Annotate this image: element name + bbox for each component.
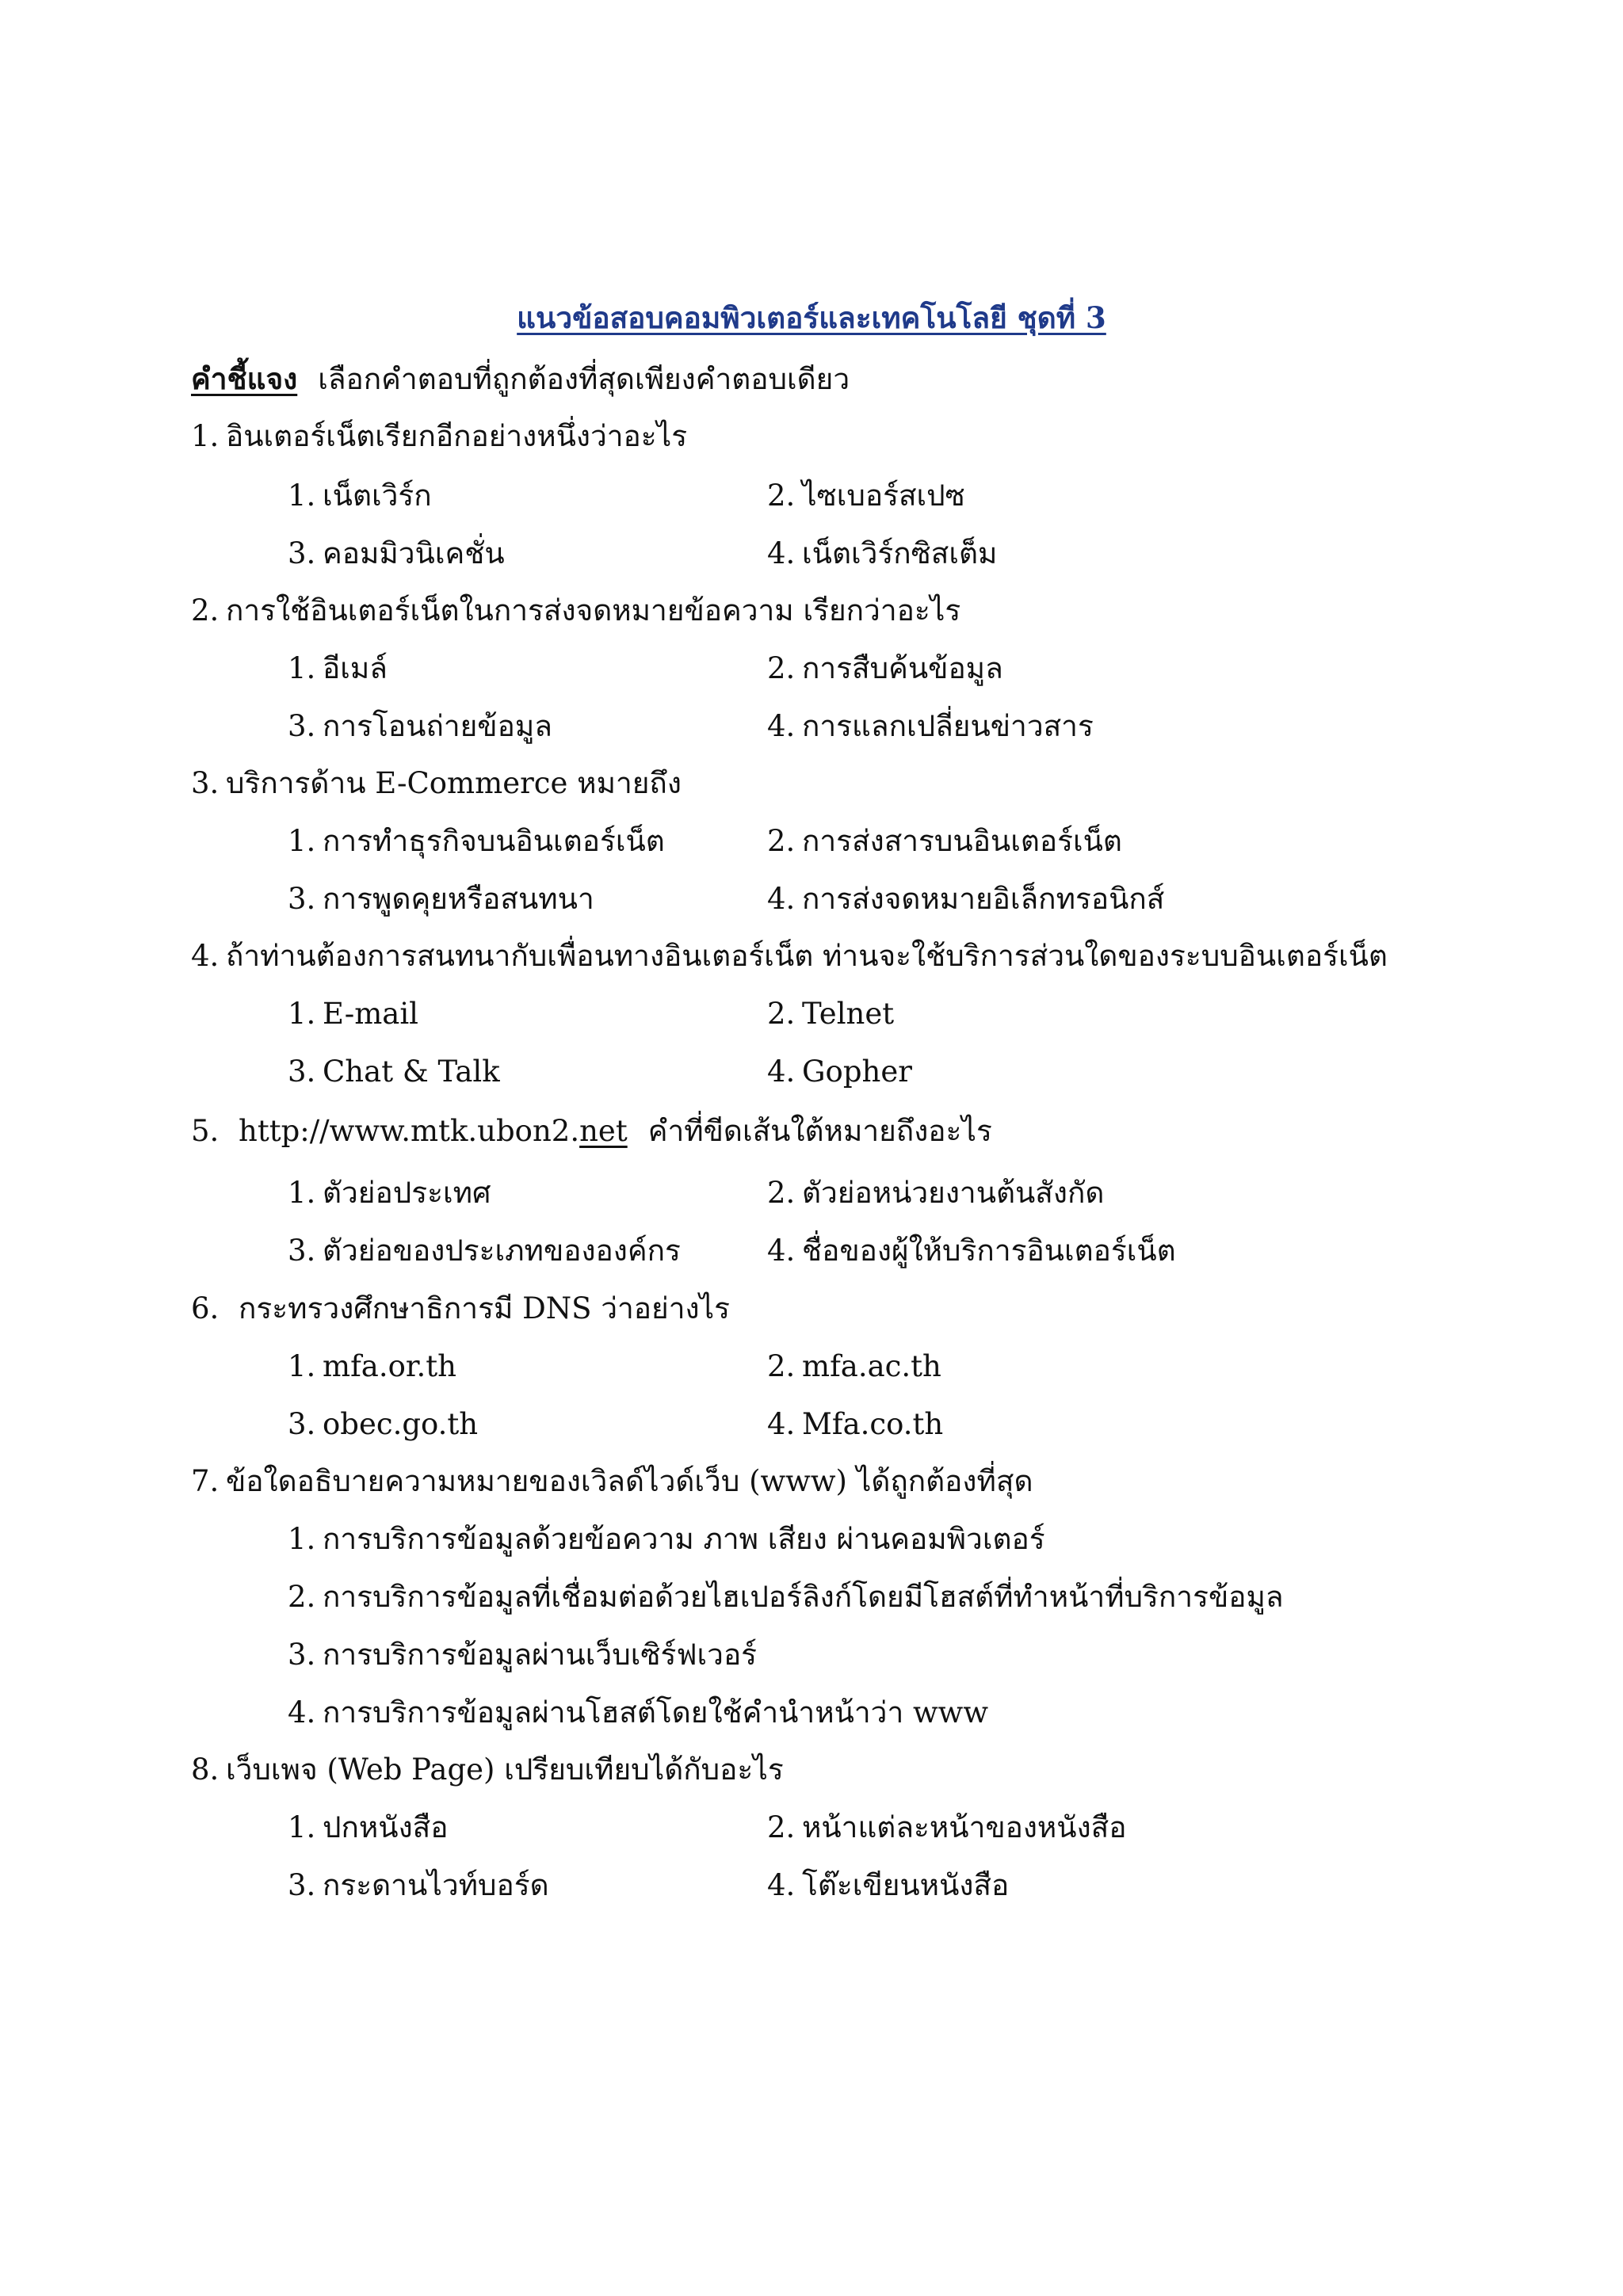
document-title: แนวข้อสอบคอมพิวเตอร์และเทคโนโลยี ชุดที่ 3	[517, 300, 1106, 335]
question-text: คำที่ขีดเส้นใต้หมายถึงอะไร	[647, 1114, 992, 1148]
question-5	[191, 1111, 992, 1152]
q1-option-2	[767, 475, 965, 517]
question-3	[191, 763, 682, 804]
option-text: ตัวย่อหน่วยงานต้นสังกัด	[802, 1176, 1105, 1210]
option-text: การแลกเปลี่ยนข่าวสาร	[802, 709, 1094, 743]
option-number: 3.	[288, 1055, 316, 1089]
option-text: การสืบค้นข้อมูล	[802, 651, 1003, 685]
q4-option-1	[288, 994, 418, 1035]
q3-option-1	[288, 821, 665, 862]
q3-option-3	[288, 879, 594, 920]
option-text: ไซเบอร์สเปซ	[802, 479, 965, 513]
question-text: การใช้อินเตอร์เน็ตในการส่งจดหมายข้อความ เรียกว่าอะไร	[226, 593, 961, 627]
q2-option-3	[288, 706, 552, 747]
option-text: การส่งสารบนอินเตอร์เน็ต	[802, 824, 1122, 858]
option-number: 1.	[288, 997, 316, 1031]
q3-option-4	[767, 879, 1164, 920]
question-text: ถ้าท่านต้องการสนทนากับเพื่อนทางอินเตอร์เน็ต ท่านจะใช้บริการส่วนใดของระบบอินเตอร์เน็ต	[226, 939, 1388, 973]
question-number: 8.	[191, 1753, 220, 1787]
option-text: เน็ตเวิร์ก	[323, 479, 432, 513]
q2-option-4	[767, 706, 1094, 747]
question-number: 6.	[191, 1291, 220, 1325]
option-text: กระดานไวท์บอร์ด	[323, 1868, 549, 1902]
question-8	[191, 1749, 784, 1791]
q7-option-2	[288, 1577, 1284, 1618]
question-text: ข้อใดอธิบายความหมายของเวิลด์ไวด์เว็บ (www) ได้ถูกต้องที่สุด	[226, 1464, 1033, 1498]
q2-option-2	[767, 648, 1003, 689]
question-1	[191, 416, 687, 457]
option-text: Chat & Talk	[323, 1055, 500, 1089]
question-text: กระทรวงศึกษาธิการมี DNS ว่าอย่างไร	[239, 1291, 731, 1325]
option-number: 2.	[767, 479, 796, 513]
q6-option-3	[288, 1404, 478, 1445]
option-text: การพูดคุยหรือสนทนา	[323, 882, 594, 916]
question-text: บริการด้าน E-Commerce หมายถึง	[226, 766, 682, 800]
q6-option-1	[288, 1346, 456, 1387]
question-number: 3.	[191, 766, 220, 800]
question-number: 4.	[191, 939, 220, 973]
option-number: 4.	[288, 1695, 316, 1730]
option-text: การบริการข้อมูลด้วยข้อความ ภาพ เสียง ผ่านคอมพิวเตอร์	[323, 1522, 1045, 1556]
option-text: obec.go.th	[323, 1407, 479, 1441]
q1-option-3	[288, 533, 505, 574]
option-text: mfa.ac.th	[802, 1349, 941, 1383]
q1-option-1	[288, 475, 432, 517]
q2-option-1	[288, 648, 388, 689]
q7-option-1	[288, 1519, 1045, 1560]
question-4	[191, 936, 1388, 977]
option-text: คอมมิวนิเคชั่น	[323, 536, 505, 570]
q5-option-3	[288, 1230, 681, 1272]
instruction-line	[191, 358, 850, 400]
question-6	[191, 1288, 730, 1329]
option-number: 3.	[288, 536, 316, 570]
option-number: 4.	[767, 1055, 796, 1089]
option-number: 1.	[288, 1810, 316, 1844]
option-number: 3.	[288, 1868, 316, 1902]
question-number: 7.	[191, 1464, 220, 1498]
question-number: 5.	[191, 1114, 220, 1148]
question-url-underlined: net	[579, 1114, 628, 1148]
option-number: 4.	[767, 1868, 796, 1902]
option-number: 3.	[288, 709, 316, 743]
q8-option-3	[288, 1865, 549, 1906]
option-number: 4.	[767, 882, 796, 916]
question-text: เว็บเพจ (Web Page) เปรียบเทียบได้กับอะไร	[226, 1753, 784, 1787]
option-text: อีเมล์	[323, 651, 388, 685]
option-text: การบริการข้อมูลผ่านเว็บเซิร์ฟเวอร์	[323, 1638, 758, 1672]
option-number: 1.	[288, 1176, 316, 1210]
option-number: 2.	[767, 824, 796, 858]
option-number: 3.	[288, 1234, 316, 1268]
option-number: 4.	[767, 536, 796, 570]
option-number: 2.	[767, 997, 796, 1031]
option-text: การบริการข้อมูลผ่านโฮสต์โดยใช้คำนำหน้าว่า www	[323, 1695, 988, 1730]
q5-option-4	[767, 1230, 1176, 1272]
question-7	[191, 1461, 1033, 1502]
q4-option-3	[288, 1051, 500, 1093]
q5-option-1	[288, 1173, 491, 1214]
option-number: 3.	[288, 882, 316, 916]
option-text: E-mail	[323, 997, 419, 1031]
option-text: Telnet	[802, 997, 895, 1031]
question-number: 2.	[191, 593, 220, 627]
option-text: ปกหนังสือ	[323, 1810, 449, 1844]
option-number: 3.	[288, 1407, 316, 1441]
q1-option-4	[767, 533, 997, 574]
option-text: Gopher	[802, 1055, 912, 1089]
q6-option-2	[767, 1346, 941, 1387]
q4-option-2	[767, 994, 894, 1035]
option-number: 2.	[288, 1580, 316, 1614]
option-text: การทำธุรกิจบนอินเตอร์เน็ต	[323, 824, 665, 858]
q4-option-4	[767, 1051, 912, 1093]
option-text: mfa.or.th	[323, 1349, 456, 1383]
option-text: การบริการข้อมูลที่เชื่อมต่อด้วยไฮเปอร์ลิงก์โดยมีโฮสต์ที่ทำหน้าที่บริการข้อมูล	[323, 1580, 1284, 1614]
q8-option-1	[288, 1807, 448, 1848]
option-text: โต๊ะเขียนหนังสือ	[802, 1868, 1010, 1902]
instruction-label: คำชี้แจง	[191, 361, 298, 396]
option-number: 3.	[288, 1638, 316, 1672]
option-number: 2.	[767, 1810, 796, 1844]
option-text: หน้าแต่ละหน้าของหนังสือ	[802, 1810, 1127, 1844]
question-2	[191, 590, 960, 631]
option-number: 2.	[767, 1176, 796, 1210]
q8-option-4	[767, 1865, 1009, 1906]
q8-option-2	[767, 1807, 1126, 1848]
option-number: 4.	[767, 1407, 796, 1441]
q7-option-3	[288, 1634, 757, 1676]
option-text: เน็ตเวิร์กซิสเต็ม	[802, 536, 998, 570]
option-text: ตัวย่อประเทศ	[323, 1176, 491, 1210]
option-text: การโอนถ่ายข้อมูล	[323, 709, 552, 743]
question-text: อินเตอร์เน็ตเรียกอีกอย่างหนึ่งว่าอะไร	[226, 419, 688, 453]
option-number: 1.	[288, 651, 316, 685]
option-number: 1.	[288, 1349, 316, 1383]
option-number: 2.	[767, 1349, 796, 1383]
question-url-prefix: http://www.mtk.ubon2.	[239, 1114, 580, 1148]
option-text: การส่งจดหมายอิเล็กทรอนิกส์	[802, 882, 1165, 916]
option-number: 4.	[767, 1234, 796, 1268]
instruction-text: เลือกคำตอบที่ถูกต้องที่สุดเพียงคำตอบเดียว	[318, 362, 850, 396]
option-text: Mfa.co.th	[802, 1407, 944, 1441]
option-number: 1.	[288, 1522, 316, 1556]
q7-option-4	[288, 1692, 988, 1733]
q6-option-4	[767, 1404, 943, 1445]
option-text: ชื่อของผู้ให้บริการอินเตอร์เน็ต	[802, 1234, 1176, 1268]
option-text: ตัวย่อของประเภทขององค์กร	[323, 1234, 681, 1268]
option-number: 1.	[288, 479, 316, 513]
option-number: 2.	[767, 651, 796, 685]
question-number: 1.	[191, 419, 220, 453]
q3-option-2	[767, 821, 1122, 862]
option-number: 4.	[767, 709, 796, 743]
q5-option-2	[767, 1173, 1104, 1214]
option-number: 1.	[288, 824, 316, 858]
